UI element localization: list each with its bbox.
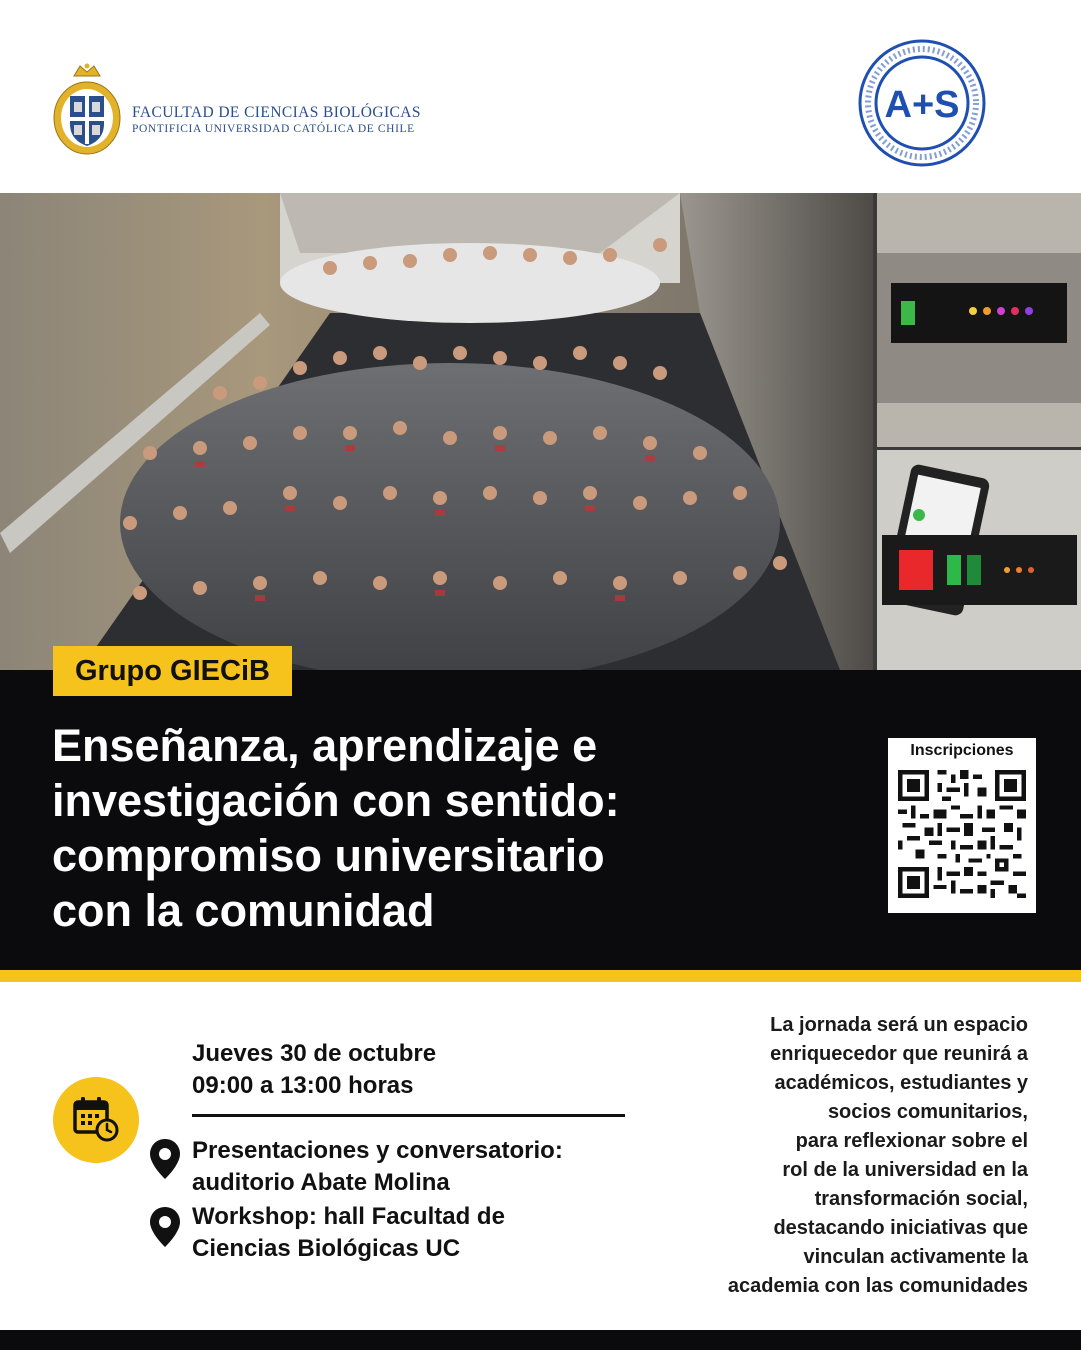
description-line: enriquecedor que reunirá a [770,1043,1028,1065]
photo-band [0,193,1081,670]
uc-coat-of-arms-icon [52,62,122,156]
description-line: socios comunitarios, [827,1101,1028,1123]
title-line: Enseñanza, aprendizaje e [52,720,598,771]
divider [192,1114,625,1117]
header [0,0,1081,193]
accent-strip [0,970,1081,982]
registration-qr-box[interactable] [888,738,1036,913]
calendar-badge [53,1077,139,1163]
description-line: para reflexionar sobre el [795,1130,1028,1152]
svg-text:A+S: A+S [884,84,960,126]
main-title [52,718,832,938]
title-line: investigación con sentido: [52,775,620,826]
event-date: Jueves 30 de octubre [192,1040,437,1067]
bottom-bar [0,1330,1081,1350]
group-photo [0,193,873,670]
faculty-wordmark [132,104,421,136]
map-pin-icon [148,1138,182,1180]
faculty-name: FACULTAD DE CIENCIAS BIOLÓGICAS [132,104,421,121]
qr-code-icon[interactable] [898,770,1026,898]
university-name: PONTIFICIA UNIVERSIDAD CATÓLICA DE CHILE [132,123,415,135]
calendar-clock-icon [72,1095,120,1143]
location-workshop [192,1201,505,1265]
event-description [608,1011,1028,1301]
title-line: con la comunidad [52,885,435,936]
description-line: vinculan activamente la [803,1246,1028,1268]
location-line: Ciencias Biológicas UC [192,1235,461,1262]
lab-device-photo [877,193,1081,447]
description-line: academia con las comunidades [727,1275,1028,1297]
as-seal-logo [857,38,987,168]
description-line: transformación social, [814,1188,1028,1210]
description-line: destacando iniciativas que [773,1217,1028,1239]
qr-label: Inscripciones [910,742,1014,759]
description-line: académicos, estudiantes y [774,1072,1028,1094]
description-line: La jornada será un espacio [770,1014,1028,1036]
group-tag: Grupo GIECiB [53,646,292,696]
location-line: Workshop: hall Facultad de [192,1203,505,1230]
location-line: auditorio Abate Molina [192,1169,450,1196]
event-time: 09:00 a 13:00 horas [192,1072,414,1099]
phone-device-photo [877,450,1081,670]
location-line: Presentaciones y conversatorio: [192,1137,563,1164]
description-line: rol de la universidad en la [782,1159,1028,1181]
map-pin-icon [148,1206,182,1248]
title-line: compromiso universitario [52,830,605,881]
location-presentations [192,1135,563,1199]
